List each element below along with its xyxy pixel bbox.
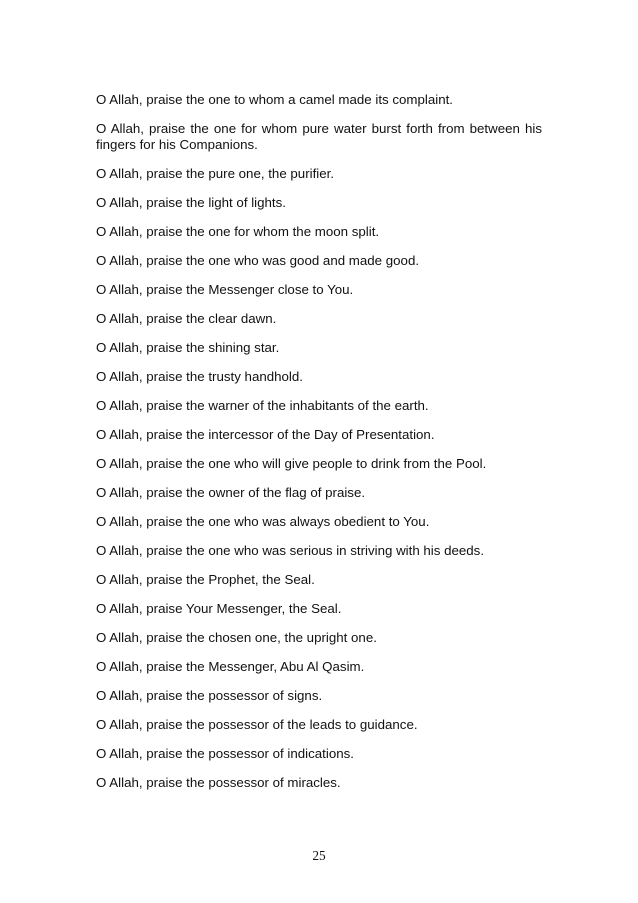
paragraph: O Allah, praise the Messenger close to You. xyxy=(96,282,354,297)
paragraph: O Allah, praise the Messenger, Abu Al Qasim. xyxy=(96,659,365,674)
paragraph: O Allah, praise the possessor of indications. xyxy=(96,746,354,761)
paragraph: O Allah, praise the possessor of signs. xyxy=(96,688,323,703)
paragraph: O Allah, praise the clear dawn. xyxy=(96,311,277,326)
paragraph: O Allah, praise the possessor of the leads to guidance. xyxy=(96,717,418,732)
paragraph: O Allah, praise the one who was good and made good. xyxy=(96,253,420,268)
paragraph: O Allah, praise the pure one, the purifier. xyxy=(96,166,335,181)
paragraph: O Allah, praise the possessor of miracles. xyxy=(96,775,341,790)
paragraph: O Allah, praise Your Messenger, the Seal. xyxy=(96,601,342,616)
paragraph: O Allah, praise the Prophet, the Seal. xyxy=(96,572,315,587)
paragraph: O Allah, praise the one who was serious in striving with his deeds. xyxy=(96,543,485,558)
paragraph: O Allah, praise the warner of the inhabitants of the earth. xyxy=(96,398,429,413)
page-body xyxy=(96,92,542,804)
paragraph: O Allah, praise the intercessor of the Day of Presentation. xyxy=(96,427,435,442)
paragraph: O Allah, praise the shining star. xyxy=(96,340,280,355)
paragraph: O Allah, praise the one for whom pure water burst forth from between his fingers for his Companions. xyxy=(96,121,542,152)
page-number: 25 xyxy=(312,848,326,863)
paragraph: O Allah, praise the owner of the flag of praise. xyxy=(96,485,366,500)
paragraph: O Allah, praise the chosen one, the upright one. xyxy=(96,630,377,645)
paragraph: O Allah, praise the one who was always obedient to You. xyxy=(96,514,430,529)
paragraph: O Allah, praise the one for whom the moon split. xyxy=(96,224,380,239)
paragraph: O Allah, praise the trusty handhold. xyxy=(96,369,303,384)
paragraph: O Allah, praise the light of lights. xyxy=(96,195,286,210)
paragraph: O Allah, praise the one who will give people to drink from the Pool. xyxy=(96,456,487,471)
paragraph: O Allah, praise the one to whom a camel made its complaint. xyxy=(96,92,453,107)
